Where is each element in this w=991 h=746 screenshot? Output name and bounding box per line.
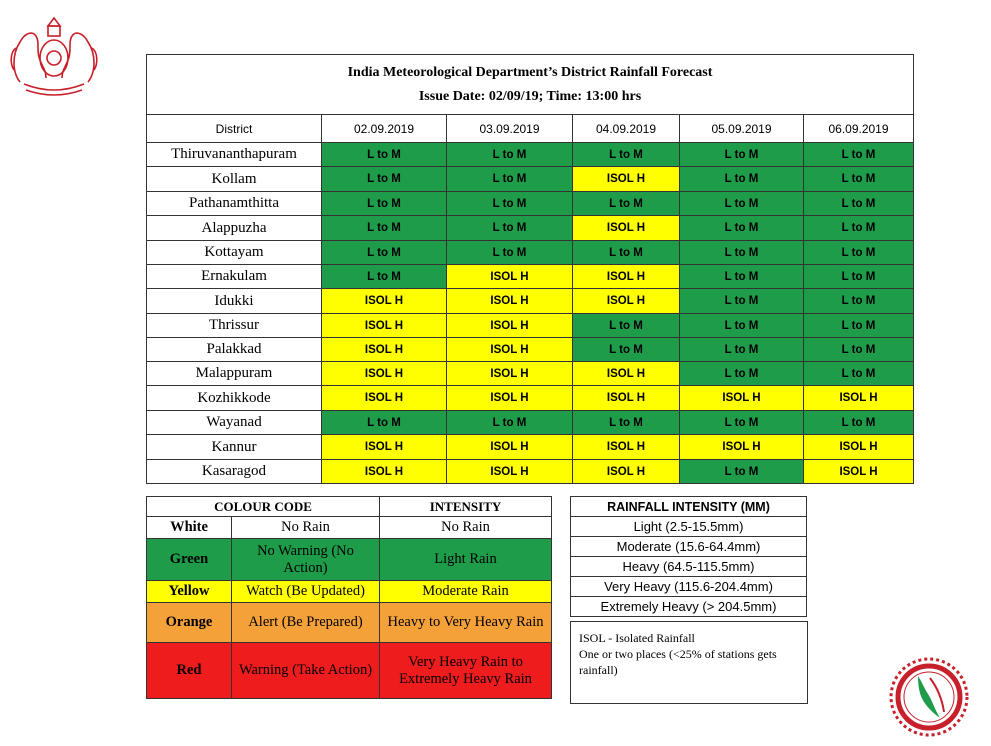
isol-line2: One or two places (<25% of stations gets rainfall) <box>579 647 777 677</box>
legend-meaning: Warning (Take Action) <box>232 643 380 699</box>
isol-note <box>570 621 808 704</box>
table-row <box>147 265 914 289</box>
forecast-cell: L to M <box>680 460 804 484</box>
legend-row <box>147 517 552 539</box>
forecast-cell: ISOL H <box>680 386 804 411</box>
district-name: Kottayam <box>147 241 322 265</box>
table-row <box>147 289 914 314</box>
forecast-cell: L to M <box>573 192 680 216</box>
forecast-cell: L to M <box>804 362 914 386</box>
intensity-title: RAINFALL INTENSITY (MM) <box>571 497 807 517</box>
forecast-cell: L to M <box>804 241 914 265</box>
legend-body <box>147 517 552 699</box>
intensity-item: Light (2.5-15.5mm) <box>571 517 807 537</box>
colour-code-legend <box>146 496 552 699</box>
forecast-cell: L to M <box>322 411 447 435</box>
forecast-cell: L to M <box>573 241 680 265</box>
table-row <box>147 386 914 411</box>
forecast-cell: L to M <box>804 216 914 241</box>
table-row <box>147 216 914 241</box>
forecast-title-line1: India Meteorological Department’s District Rainfall Forecast <box>347 64 713 80</box>
forecast-cell: ISOL H <box>573 460 680 484</box>
forecast-cell: L to M <box>804 314 914 338</box>
forecast-cell: L to M <box>680 241 804 265</box>
rainfall-intensity-table <box>570 496 807 617</box>
forecast-cell: L to M <box>804 289 914 314</box>
forecast-cell: ISOL H <box>447 362 573 386</box>
legend-meaning: No Warning (No Action) <box>232 539 380 581</box>
district-name: Alappuzha <box>147 216 322 241</box>
forecast-cell: ISOL H <box>573 167 680 192</box>
forecast-cell: L to M <box>573 338 680 362</box>
forecast-cell: L to M <box>322 192 447 216</box>
legend-row <box>147 581 552 603</box>
forecast-cell: ISOL H <box>322 338 447 362</box>
forecast-cell: ISOL H <box>447 435 573 460</box>
forecast-cell: L to M <box>680 167 804 192</box>
forecast-title <box>147 55 914 115</box>
forecast-cell: ISOL H <box>573 386 680 411</box>
forecast-cell: L to M <box>573 314 680 338</box>
forecast-cell: L to M <box>447 143 573 167</box>
district-name: Thiruvananthapuram <box>147 143 322 167</box>
intensity-item: Heavy (64.5-115.5mm) <box>571 557 807 577</box>
legend-header-intensity: INTENSITY <box>380 497 552 517</box>
legend-row <box>147 603 552 643</box>
table-row <box>147 167 914 192</box>
table-row <box>147 143 914 167</box>
table-row <box>147 435 914 460</box>
table-row <box>147 192 914 216</box>
forecast-cell: L to M <box>680 143 804 167</box>
forecast-cell: ISOL H <box>804 386 914 411</box>
header-date: 03.09.2019 <box>447 115 573 143</box>
forecast-cell: L to M <box>322 216 447 241</box>
forecast-cell: ISOL H <box>447 289 573 314</box>
forecast-cell: ISOL H <box>447 386 573 411</box>
forecast-cell: ISOL H <box>322 289 447 314</box>
forecast-cell: ISOL H <box>322 386 447 411</box>
forecast-cell: ISOL H <box>322 460 447 484</box>
forecast-cell: ISOL H <box>680 435 804 460</box>
forecast-cell: L to M <box>680 314 804 338</box>
forecast-cell: L to M <box>804 411 914 435</box>
header-district: District <box>147 115 322 143</box>
forecast-cell: ISOL H <box>447 314 573 338</box>
forecast-cell: L to M <box>447 192 573 216</box>
forecast-cell: L to M <box>680 338 804 362</box>
forecast-cell: L to M <box>573 143 680 167</box>
header-date: 05.09.2019 <box>680 115 804 143</box>
forecast-cell: L to M <box>447 167 573 192</box>
legend-colour-name: White <box>147 517 232 539</box>
forecast-cell: L to M <box>680 265 804 289</box>
district-name: Malappuram <box>147 362 322 386</box>
intensity-item: Moderate (15.6-64.4mm) <box>571 537 807 557</box>
forecast-cell: ISOL H <box>322 435 447 460</box>
legend-row <box>147 643 552 699</box>
district-name: Pathanamthitta <box>147 192 322 216</box>
forecast-cell: L to M <box>680 192 804 216</box>
forecast-cell: L to M <box>804 167 914 192</box>
forecast-cell: L to M <box>680 362 804 386</box>
intensity-item: Very Heavy (115.6-204.4mm) <box>571 577 807 597</box>
legend-colour-name: Orange <box>147 603 232 643</box>
forecast-cell: ISOL H <box>573 435 680 460</box>
forecast-cell: ISOL H <box>804 460 914 484</box>
forecast-cell: L to M <box>804 265 914 289</box>
header-date: 06.09.2019 <box>804 115 914 143</box>
forecast-cell: L to M <box>447 241 573 265</box>
legend-row <box>147 539 552 581</box>
forecast-cell: L to M <box>804 338 914 362</box>
isol-line1: ISOL - Isolated Rainfall <box>579 631 695 645</box>
table-row <box>147 411 914 435</box>
forecast-cell: L to M <box>447 411 573 435</box>
forecast-cell: ISOL H <box>447 460 573 484</box>
table-row <box>147 362 914 386</box>
legend-colour-name: Yellow <box>147 581 232 603</box>
district-name: Ernakulam <box>147 265 322 289</box>
legend-intensity: Very Heavy Rain to Extremely Heavy Rain <box>380 643 552 699</box>
legend-intensity: No Rain <box>380 517 552 539</box>
forecast-cell: L to M <box>804 143 914 167</box>
legend-intensity: Moderate Rain <box>380 581 552 603</box>
forecast-cell: ISOL H <box>573 289 680 314</box>
forecast-cell: ISOL H <box>573 362 680 386</box>
forecast-cell: L to M <box>322 167 447 192</box>
forecast-cell: L to M <box>322 265 447 289</box>
forecast-cell: ISOL H <box>573 265 680 289</box>
legend-meaning: No Rain <box>232 517 380 539</box>
legend-colour-name: Red <box>147 643 232 699</box>
intensity-item: Extremely Heavy (> 204.5mm) <box>571 597 807 617</box>
forecast-cell: ISOL H <box>804 435 914 460</box>
forecast-cell: L to M <box>680 216 804 241</box>
forecast-cell: ISOL H <box>573 216 680 241</box>
forecast-table <box>146 54 914 484</box>
header-date: 04.09.2019 <box>573 115 680 143</box>
district-name: Kollam <box>147 167 322 192</box>
forecast-title-line2: Issue Date: 02/09/19; Time: 13:00 hrs <box>418 88 642 104</box>
district-name: Kozhikkode <box>147 386 322 411</box>
forecast-cell: ISOL H <box>447 338 573 362</box>
legend-colour-name: Green <box>147 539 232 581</box>
district-name: Wayanad <box>147 411 322 435</box>
imd-kerala-logo <box>888 656 970 738</box>
table-row <box>147 241 914 265</box>
forecast-cell: ISOL H <box>447 265 573 289</box>
district-name: Kannur <box>147 435 322 460</box>
header-row <box>147 115 914 143</box>
forecast-cell: L to M <box>447 216 573 241</box>
forecast-cell: L to M <box>322 241 447 265</box>
forecast-cell: ISOL H <box>322 362 447 386</box>
district-name: Kasaragod <box>147 460 322 484</box>
forecast-body <box>147 143 914 484</box>
forecast-cell: L to M <box>680 411 804 435</box>
kerala-emblem-logo <box>6 12 102 100</box>
table-row <box>147 314 914 338</box>
forecast-cell: ISOL H <box>322 314 447 338</box>
forecast-cell: L to M <box>804 192 914 216</box>
forecast-cell: L to M <box>322 143 447 167</box>
table-row <box>147 460 914 484</box>
legend-meaning: Alert (Be Prepared) <box>232 603 380 643</box>
forecast-cell: L to M <box>573 411 680 435</box>
legend-intensity: Heavy to Very Heavy Rain <box>380 603 552 643</box>
district-name: Idukki <box>147 289 322 314</box>
district-name: Thrissur <box>147 314 322 338</box>
district-name: Palakkad <box>147 338 322 362</box>
legend-meaning: Watch (Be Updated) <box>232 581 380 603</box>
forecast-cell: L to M <box>680 289 804 314</box>
header-date: 02.09.2019 <box>322 115 447 143</box>
legend-header-colour: COLOUR CODE <box>147 497 380 517</box>
legend-intensity: Light Rain <box>380 539 552 581</box>
table-row <box>147 338 914 362</box>
